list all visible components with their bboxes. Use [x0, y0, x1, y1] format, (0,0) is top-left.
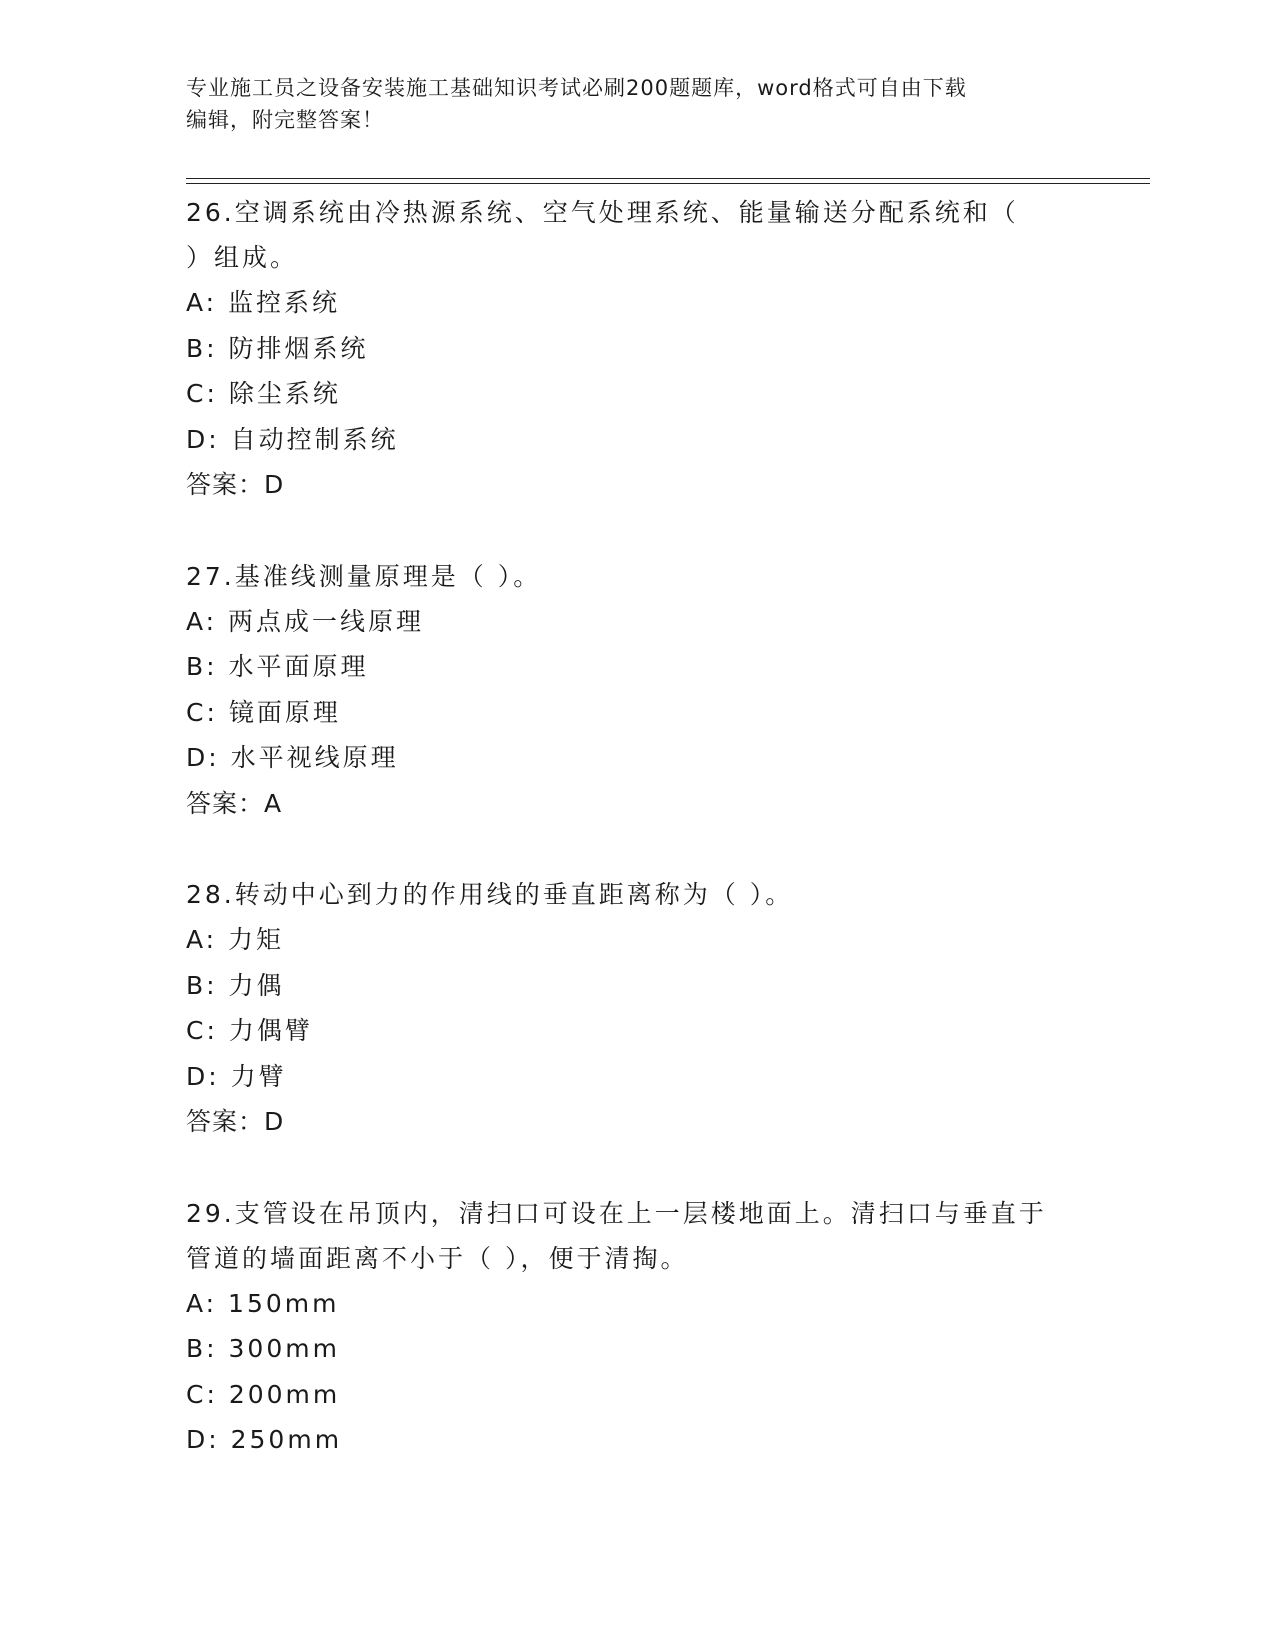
question-stem: 27.基准线测量原理是（ ）。 [186, 561, 542, 591]
answer: 答案：D [186, 1107, 285, 1136]
option-a: A: 两点成一线原理 [186, 606, 425, 636]
question-stem: 28.转动中心到力的作用线的垂直距离称为（ ）。 [186, 880, 794, 909]
option-a: A: 监控系统 [186, 288, 341, 317]
option-c: C: 除尘系统 [186, 379, 341, 408]
header-line-2: 编辑，附完整答案！ [186, 108, 384, 132]
question-28 [186, 872, 1106, 1145]
question-stem: 29.支管设在吊顶内，清扫口可设在上一层楼地面上。清扫口与垂直于 [186, 1198, 1047, 1228]
question-26 [186, 190, 1106, 508]
document-header [186, 72, 1086, 136]
option-d: D: 250mm [186, 1425, 343, 1454]
option-b: B: 防排烟系统 [186, 333, 369, 363]
header-line-1: 专业施工员之设备安装施工基础知识考试必刷200题题库，word格式可自由下载 [186, 76, 967, 100]
question-list [186, 190, 1106, 1509]
option-c: C: 力偶臂 [186, 1016, 313, 1045]
option-b: B: 力偶 [186, 970, 285, 1000]
option-a: A: 150mm [186, 1288, 340, 1318]
question-stem-continued: 管道的墙面距离不小于（ ），便于清掏。 [186, 1243, 689, 1273]
answer: 答案：D [186, 470, 285, 499]
question-27 [186, 554, 1106, 827]
option-b: B: 300mm [186, 1334, 340, 1363]
option-c: C: 200mm [186, 1379, 341, 1409]
header-divider-bottom [186, 183, 1150, 184]
question-stem-continued: ）组成。 [186, 243, 299, 272]
answer: 答案：A [186, 788, 283, 818]
option-b: B: 水平面原理 [186, 652, 369, 681]
option-d: D: 自动控制系统 [186, 424, 399, 454]
option-c: C: 镜面原理 [186, 697, 341, 727]
header-divider-top [186, 178, 1150, 179]
option-d: D: 力臂 [186, 1061, 287, 1091]
option-d: D: 水平视线原理 [186, 743, 399, 772]
question-stem: 26.空调系统由冷热源系统、空气处理系统、能量输送分配系统和（ [186, 198, 1019, 227]
option-a: A: 力矩 [186, 925, 285, 954]
question-29 [186, 1191, 1106, 1463]
